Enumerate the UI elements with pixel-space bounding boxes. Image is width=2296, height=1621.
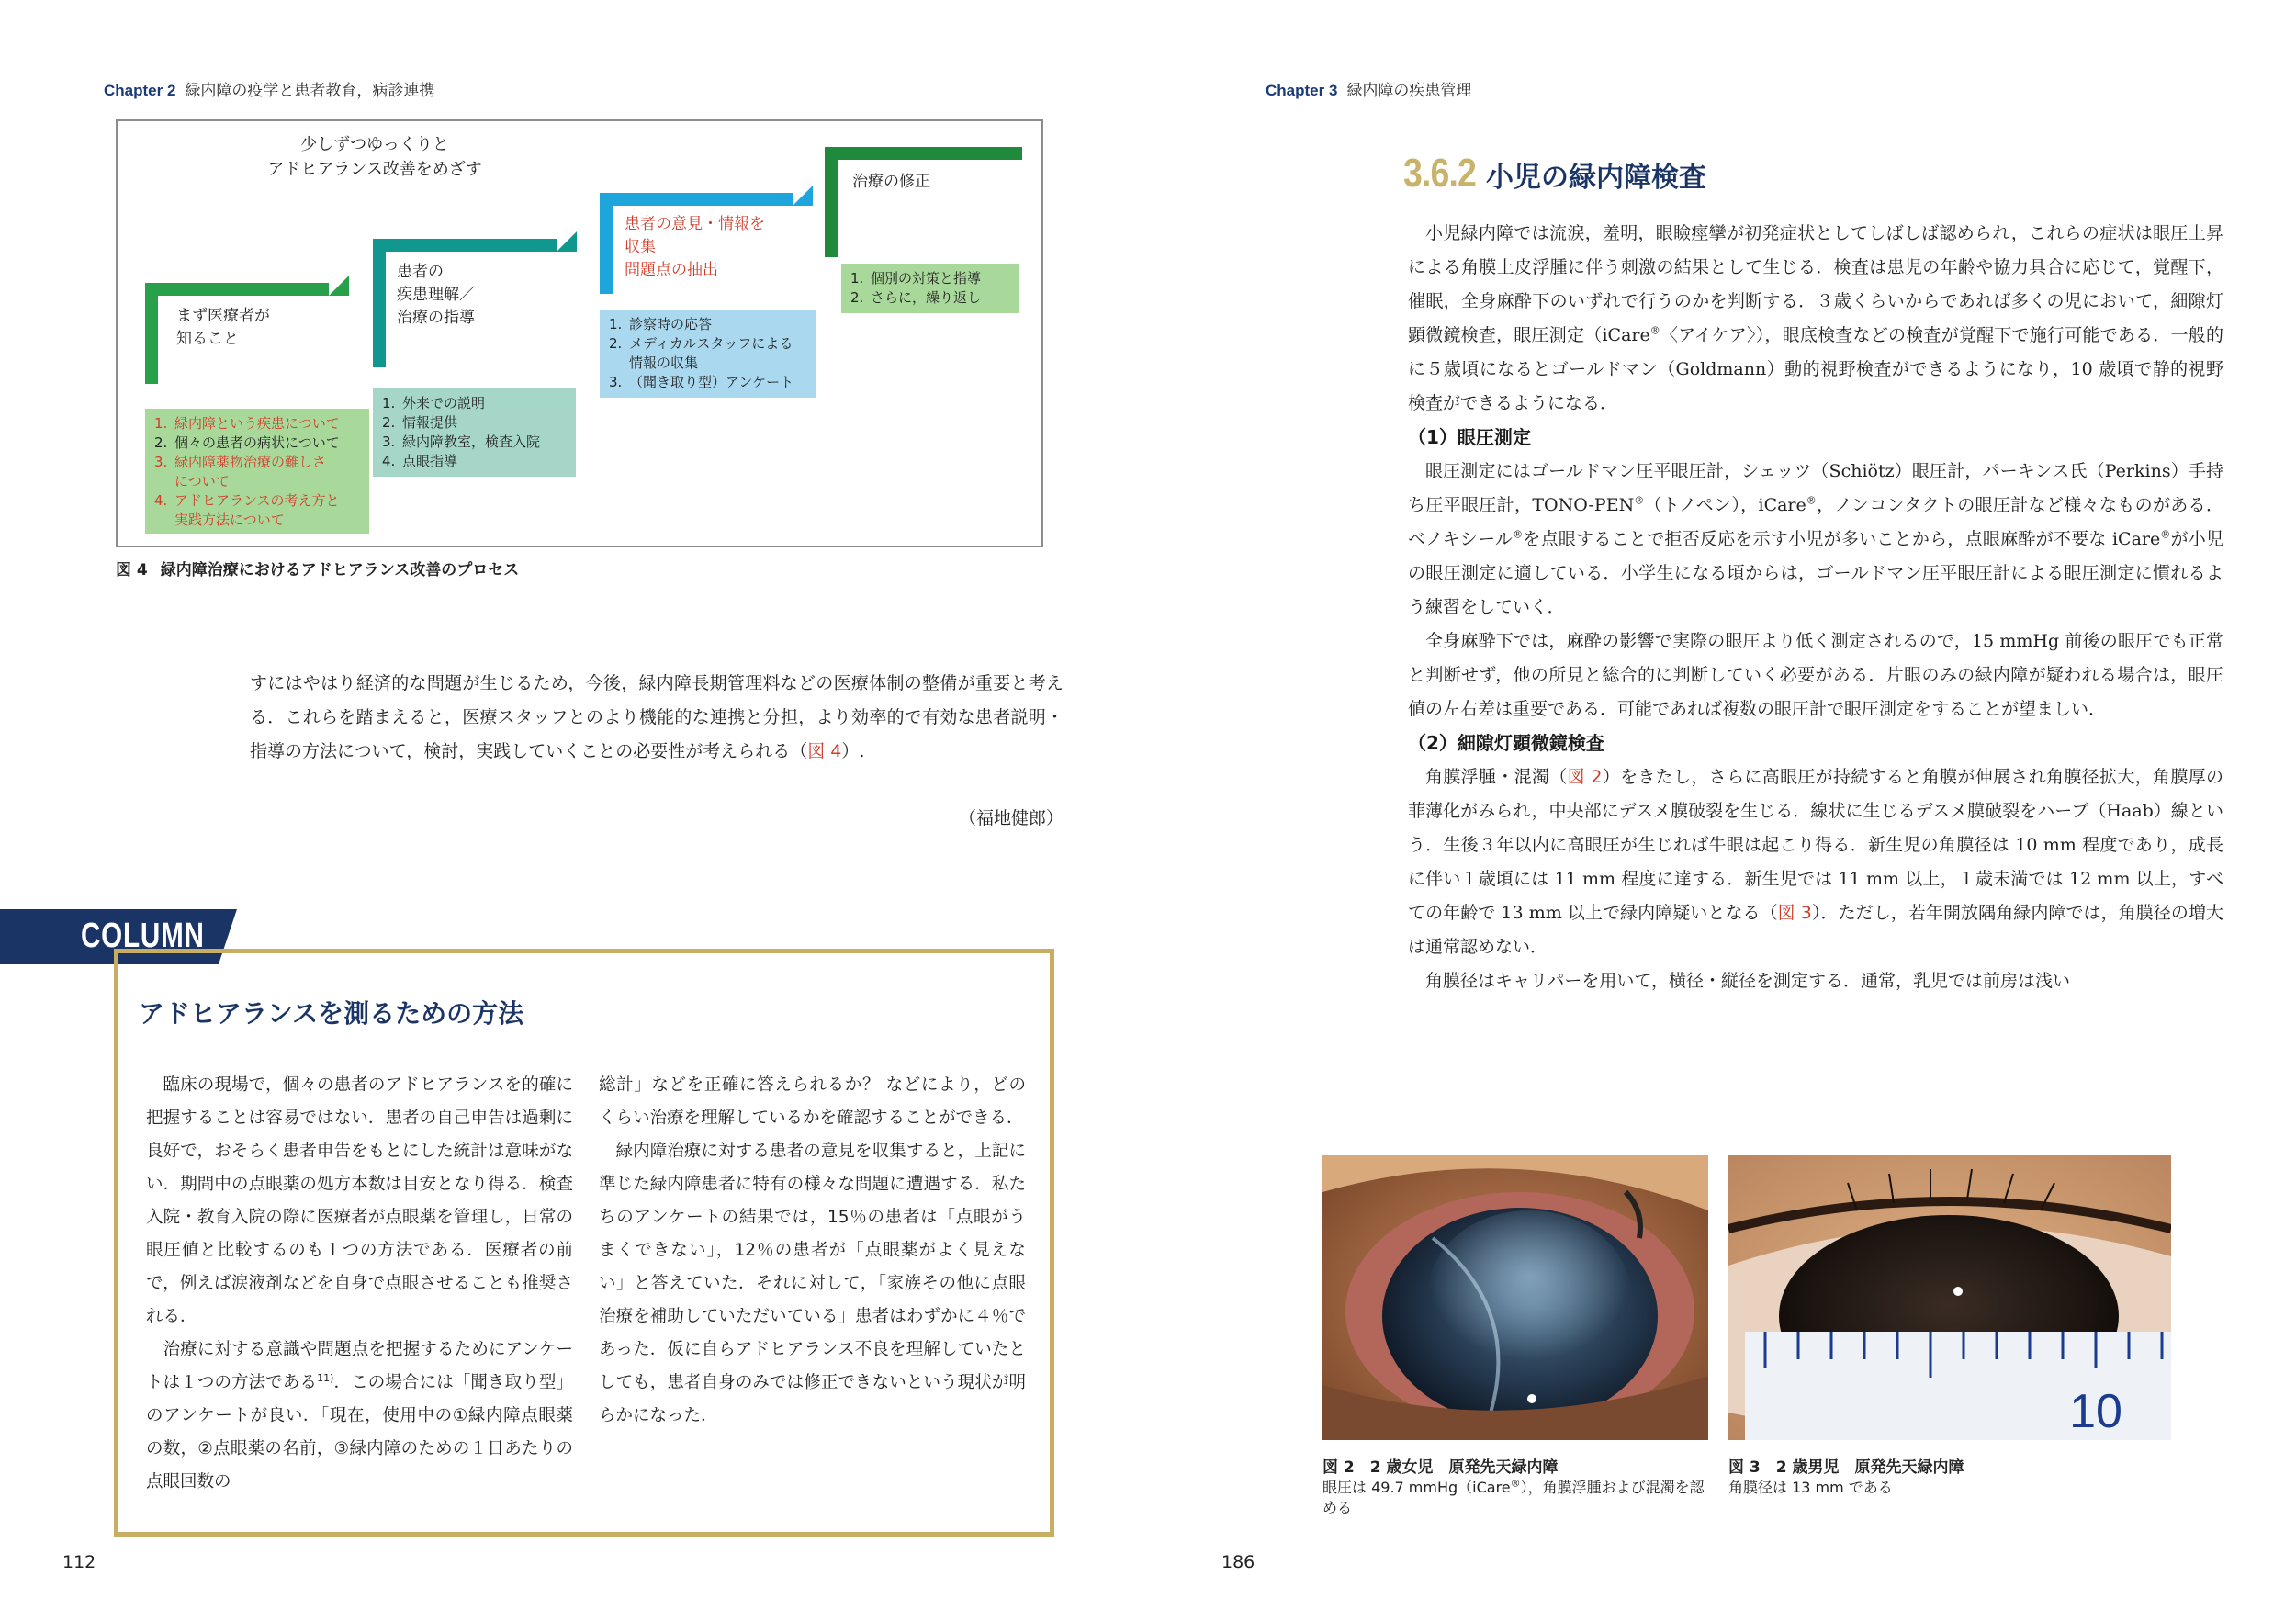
step-2-list: 1. 外来での説明 2. 情報提供 3. 緑内障教室，検査入院 4. 点眼指導	[373, 388, 576, 477]
page-number: 112	[62, 1552, 96, 1572]
figure-3-photo	[1728, 1155, 2171, 1440]
body-paragraph: すにはやはり経済的な問題が生じるため，今後，緑内障長期管理料などの医療体制の整備が重要と考える．これらを踏まえると，医療スタッフとのより機能的な連携と分担，より効率的で有効な患者説明・指導の方法について，検討，実践していくことの必要性が考えられる（図 4）.	[250, 673, 1064, 761]
section-number: 3.6.2	[1403, 151, 1476, 196]
running-head	[1266, 77, 1471, 100]
figure-2-caption: 図 2 2 歳女児 原発先天緑内障 眼圧は 49.7 mmHg（iCare®），角膜浮腫および混濁を認める	[1322, 1458, 1705, 1516]
step-1-label: まず医療者が 知ること	[176, 307, 270, 348]
column-text-left: 臨床の現場で，個々の患者のアドヒアランスを的確に把握することは容易ではない．患者の自己申告は過剰に良好で，おそらく患者申告をもとにした統計は意味がない．期間中の点眼薬の処方本数は目安となり得る．検査入院・教育入院の際に医療者が点眼薬を管理し，日常の眼圧値と比較するのも１つの方法である．医療者の前で，例えば涙液剤などを自身で点眼させることも推奨される． 治療に対する意識や問題点を把握するためにアンケートは１つの方法である$^{11)}$．この場合には「聞き取り型」のアンケートが良い．「現在，使用中の①緑内障点眼薬の数，②点眼薬の名前，③緑内障のための１日あたりの点眼回数の	[146, 1075, 573, 1492]
step-4-label: 治療の修正	[852, 173, 930, 191]
chapter-label: Chapter 3	[1266, 82, 1338, 99]
section-heading	[1403, 151, 1706, 197]
chapter-title: 緑内障の疾患管理	[1346, 82, 1472, 100]
step-3-label: 患者の意見・情報を 収集 問題点の抽出	[625, 215, 765, 279]
step-2-label: 患者の 疾患理解／ 治療の指導	[397, 263, 475, 327]
step-1-list: 1. 緑内障という疾患について 2. 個々の患者の病状について 3. 緑内障薬物治療の難しさ について 4. アドヒアランスの考え方と 実践方法について	[145, 409, 369, 534]
step-3-list: 1. 診察時の応答 2. メディカルスタッフによる 情報の収集 3. （聞き取り型）アンケート	[600, 310, 816, 398]
running-head	[104, 77, 434, 100]
chapter-label: Chapter 2	[104, 82, 176, 99]
page-number: 186	[1221, 1552, 1255, 1572]
subheading-slit-lamp: （2）細隙灯顕微鏡検査	[1408, 732, 1604, 754]
diagram-top-caption: 少しずつゆっくりと アドヒアランス改善をめざす	[267, 135, 482, 179]
column-text-right: 総計」などを正確に答えられるか？ などにより，どのくらい治療を理解しているかを確認することができる． 緑内障治療に対する患者の意見を収集すると，上記に準じた緑内障患者に特有の様々な問題に遭遇する．私たちのアンケートの結果では，15％の患者は「点眼がうまくできない」，12％の患者が「点眼薬がよく見えない」と答えていた．それに対して，「家族その他に点眼治療を補助していただいている」患者はわずかに４％であった．仮に自らアドヒアランス不良を理解していたとしても，患者自身のみでは修正できないという現状が明らかになった．	[599, 1075, 1026, 1425]
chapter-title: 緑内障の疫学と患者教育，病診連携	[185, 82, 435, 100]
column-label: COLUMN	[81, 917, 205, 955]
figure-2-reference[interactable]: 図 2	[1567, 767, 1603, 787]
figure-2-photo	[1322, 1155, 1708, 1440]
author-signature: （福地健郎）	[958, 808, 1064, 828]
ruler-number: 10	[2069, 1385, 2122, 1438]
column-title: アドヒアランスを測るための方法	[139, 998, 524, 1029]
column-box	[114, 949, 1054, 1537]
figure-4-diagram	[116, 119, 1043, 547]
figure-3-caption: 図 3 2 歳男児 原発先天緑内障 角膜径は 13 mm である	[1728, 1458, 1964, 1496]
right-page	[1148, 0, 2296, 1621]
section-body: 小児緑内障では流涙，羞明，眼瞼痙攣が初発症状としてしばしば認められ，これらの症状は眼圧上昇による角膜上皮浮腫に伴う刺激の結果として生じる．検査は患児の年齢や協力具合に応じて，覚醒下，催眠，全身麻酔下のいずれで行うのかを判断する．３歳くらいからであれば多くの児において，細隙灯顕微鏡検査，眼圧測定（iCare®〈アイケア〉），眼底検査などの検査が覚醒下で施行可能である．一般的に５歳頃になるとゴールドマン（Goldmann）動的視野検査ができるようになり，10 歳頃で静的視野検査ができるようになる． （1）眼圧測定 眼圧測定にはゴールドマン圧平眼圧計，シェッツ（Schiötz）眼圧計，パーキンス氏（Perkins）手持ち圧平眼圧計，TONO-PEN®（トノペン），iCare®，ノンコンタクトの眼圧計など様々なものがある．ベノキシール®を点眼することで拒否反応を示す小児が多いことから，点眼麻酔が不要な iCare®が小児の眼圧測定に適している．小学生になる頃からは，ゴールドマン圧平眼圧計による眼圧測定に慣れるよう練習をしていく． 全身麻酔下では，麻酔の影響で実際の眼圧より低く測定されるので，15 mmHg 前後の眼圧でも正常と判断せず，他の所見と総合的に判断していく必要がある．片眼のみの緑内障が疑われる場合は，眼圧値の左右差は重要である．可能であれば複数の眼圧計で眼圧測定をすることが望ましい． （2）細隙灯顕微鏡検査 角膜浮腫・混濁（図 2）をきたし，さらに高眼圧が持続すると角膜が伸展され角膜径拡大，角膜厚の菲薄化がみられ，中央部にデスメ膜破裂を生じる．線状に生じるデスメ膜破裂をハーブ（Haab）線という．生後３年以内に高眼圧が生じれば牛眼は起こり得る．新生児の角膜径は 10 mm 程度であり，成長に伴い１歳頃には 11 mm 程度に達する．新生児では 11 mm 以上，１歳未満では 12 mm 以上，すべての年齢で 13 mm 以上で緑内障疑いとなる（図 3）．ただし，若年開放隅角緑内障では，角膜径の増大は通常認めない． 角膜径はキャリパーを用いて，横径・縦径を測定する．通常，乳児では前房は浅い	[1408, 223, 2223, 991]
figure-4-caption: 図 4 緑内障治療におけるアドヒアランス改善のプロセス	[116, 561, 520, 580]
subheading-iop: （1）眼圧測定	[1408, 426, 1531, 448]
figure-reference-link[interactable]: 図 4	[807, 741, 842, 761]
section-title: 小児の緑内障検査	[1485, 162, 1706, 194]
figure-3-reference[interactable]: 図 3	[1777, 903, 1812, 923]
step-4-list: 1. 個別の対策と指導 2. さらに，繰り返し	[841, 264, 1019, 313]
